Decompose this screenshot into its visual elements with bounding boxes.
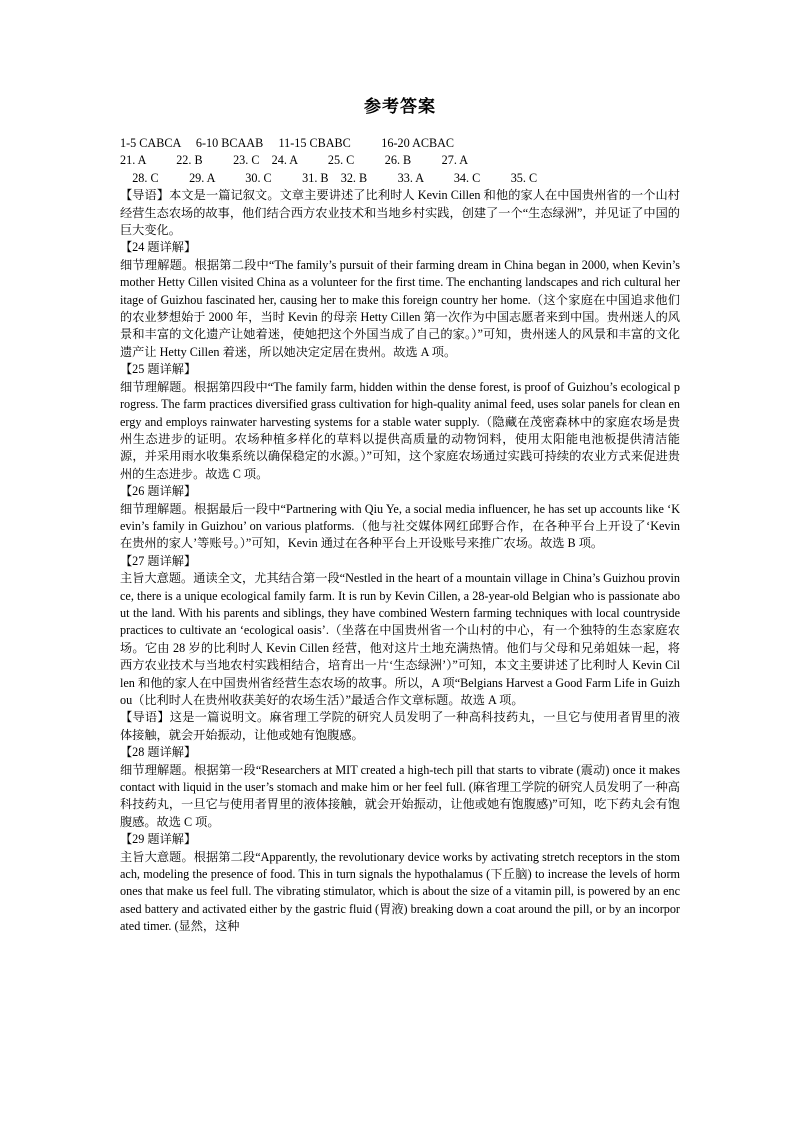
answer-row: 21. A 22. B 23. C 24. A 25. C 26. B 27. A bbox=[120, 153, 469, 168]
answer-page bbox=[120, 92, 680, 936]
explanation-paragraph: 主旨大意题。根据第二段“Apparently, the revolutionary device works by activating stretch receptors in the stomach, modeling the presence of food. This in turn signals the hypothalamus (下丘脑) to increase the levels of hormones that make us feel full. The vibrating stimulator, which is about the size of a vitamin pill, is powered by an encased battery and activated either by the gastric fluid (胃液) breaking down a coat around the pill, or by an incorporated timer. (显然，这种 bbox=[120, 849, 680, 934]
explanation-paragraph: 细节理解题。根据最后一段中“Partnering with Qiu Ye, a social media influencer, he has set up accounts like ‘Kevin’s family in Guizhou’ on various platforms.（他与社交媒体网红邱野合作，在各种平台上开设了‘Kevin 在贵州的家人’等账号。）”可知，Kevin 通过在各种平台上开设账号来推广农场。故选 B 项。 bbox=[120, 501, 680, 551]
section-heading: 【26 题详解】 bbox=[120, 484, 197, 499]
explanation-paragraph: 细节理解题。根据第一段“Researchers at MIT created a high-tech pill that starts to vibrate (震动) once it makes contact with liquid in the user’s stomach and make him or her feel full. (麻省理工学院的研究人员发明了一种高科技药丸，一旦它与使用者胃里的液体接触，就会开始振动，让他或她有饱腹感)”可知，吃下药丸会有饱腹感。故选 C 项。 bbox=[120, 762, 680, 829]
guide-paragraph: 【导语】本文是一篇记叙文。文章主要讲述了比利时人 Kevin Cillen 和他的家人在中国贵州省的一个山村经营生态农场的故事，他们结合西方农业技术和当地乡村实践，创建了一个“生态绿洲”，并见证了中国的巨大变化。 bbox=[120, 188, 680, 238]
page-title: 参考答案 bbox=[364, 97, 436, 117]
section-heading: 【28 题详解】 bbox=[120, 745, 197, 760]
guide-paragraph: 【导语】这是一篇说明文。麻省理工学院的研究人员发明了一种高科技药丸，一旦它与使用者胃里的液体接触，就会开始振动，让他或她有饱腹感。 bbox=[120, 710, 680, 742]
answer-row: 28. C 29. A 30. C 31. B 32. B 33. A 34. C 35. C bbox=[120, 170, 538, 185]
section-heading: 【25 题详解】 bbox=[120, 362, 197, 377]
explanation-paragraph: 细节理解题。根据第二段中“The family’s pursuit of their farming dream in China began in 2000, when Kevin’s mother Hetty Cillen visited China as a volunteer for the first time. The enchanting landscapes and rich cultural heritage of Guizhou fascinated her, causing her to make this foreign country her home.（这个家庭在中国追求他们的农业梦想始于 2000 年，当时 Kevin 的母亲 Hetty Cillen 第一次作为中国志愿者来到中国。贵州迷人的风景和丰富的文化遗产让她着迷，使她把这个外国当成了自己的家。）”可知，贵州迷人的风景和丰富的文化遗产让 Hetty Cillen 着迷，所以她决定定居在贵州。故选 A 项。 bbox=[120, 257, 680, 359]
explanation-paragraph: 主旨大意题。通读全文，尤其结合第一段“Nestled in the heart of a mountain village in China’s Guizhou province, there is a unique ecological family farm. It is run by Kevin Cillen, a 28-year-old Belgian who is passionate about the land. With his parents and siblings, they have combined Western farming techniques with local countryside practices to cultivate an ‘ecological oasis’.（坐落在中国贵州省一个山村的中心，有一个独特的生态家庭农场。它由 28 岁的比利时人 Kevin Cillen 经营，他对这片土地充满热情。他们与父母和兄弟姐妹一起，将西方农业技术与当地农村实践相结合，培育出一片‘生态绿洲’）”可知，本文主要讲述了比利时人 Kevin Cillen 和他的家人在中国贵州省经营生态农场的故事。所以，A 项“Belgians Harvest a Good Farm Life in Guizhou（比利时人在贵州收获美好的农场生活）”最适合作文章标题。故选 A 项。 bbox=[120, 571, 680, 707]
section-heading: 【29 题详解】 bbox=[120, 832, 197, 847]
explanation-paragraph: 细节理解题。根据第四段中“The family farm, hidden within the dense forest, is proof of Guizhou’s ecological progress. The farm practices diversified grass cultivation for high-quality animal feed, uses solar panels for clean energy and employs rainwater harvesting systems for a stable water supply.（隐藏在茂密森林中的家庭农场是贵州生态进步的证明。农场种植多样化的草料以提供高质量的动物饲料，使用太阳能电池板提供清洁能源，并采用雨水收集系统以确保稳定的水源。）”可知，这个家庭农场通过实践可持续的农业方式来促进贵州的生态进步。故选 C 项。 bbox=[120, 379, 680, 481]
answer-row: 1-5 CABCA 6-10 BCAAB 11-15 CBABC 16-20 ACBAC bbox=[120, 136, 455, 150]
section-heading: 【27 题详解】 bbox=[120, 553, 197, 568]
section-heading: 【24 题详解】 bbox=[120, 240, 197, 255]
